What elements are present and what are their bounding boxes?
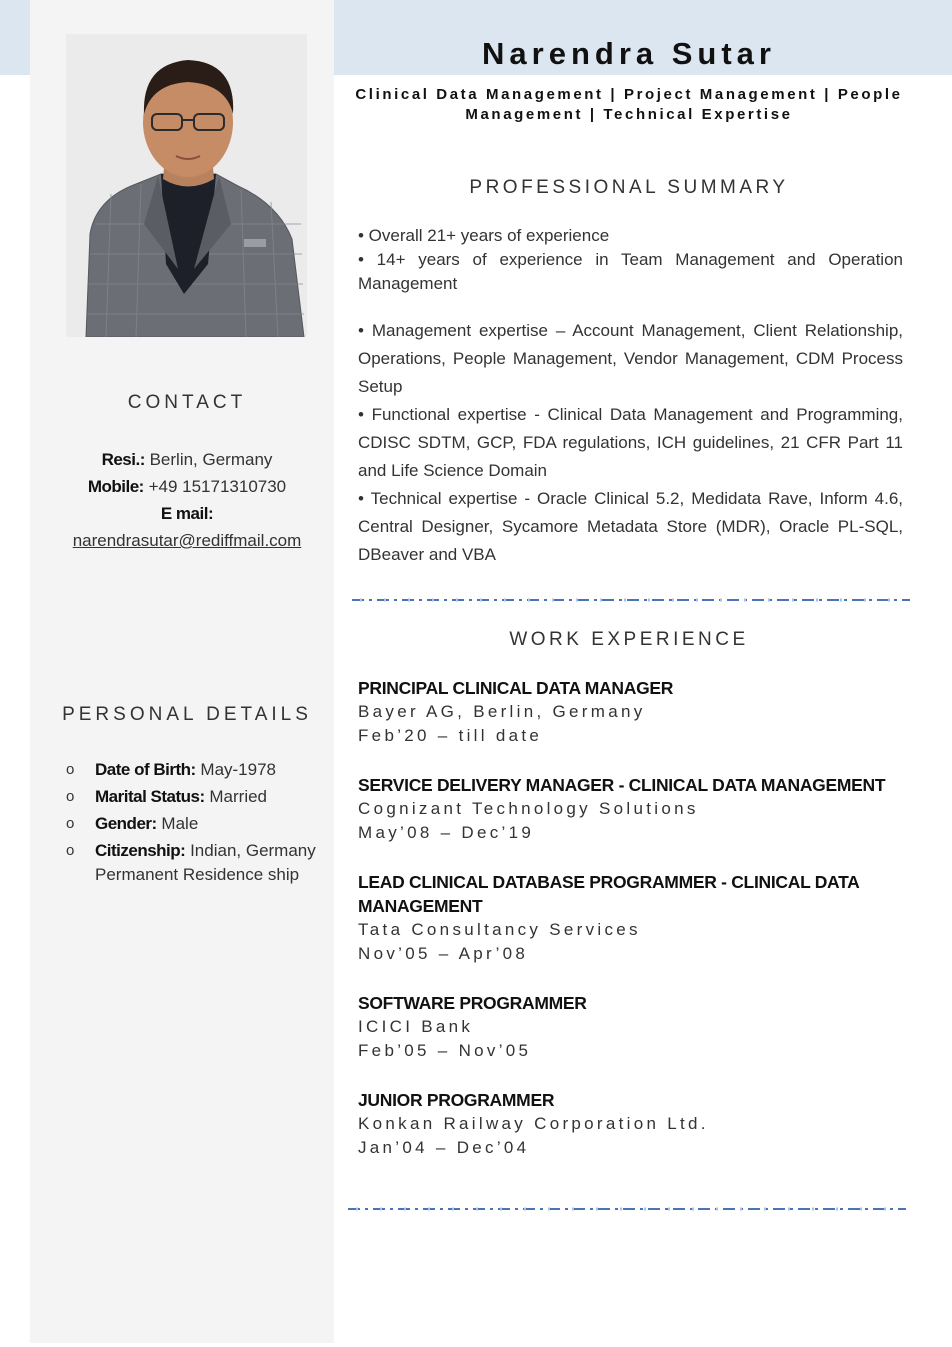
mobile-label: Mobile: bbox=[87, 477, 144, 496]
residence-value: Berlin, Germany bbox=[149, 450, 273, 469]
job-company: Konkan Railway Corporation Ltd. bbox=[358, 1114, 709, 1133]
candidate-tagline: Clinical Data Management | Project Management | People Management | Technical Expertise bbox=[355, 86, 903, 123]
detail-value: Male bbox=[161, 814, 199, 833]
summary-point: • Functional expertise - Clinical Data Management and Programming, CDISC SDTM, GCP, FDA regulations, ICH guidelines, 21 CFR Part 11 and Life Science Domain bbox=[358, 405, 903, 480]
section-divider bbox=[352, 597, 910, 603]
job-entry bbox=[358, 1088, 918, 1160]
list-item bbox=[66, 785, 326, 809]
job-entry bbox=[358, 991, 918, 1063]
detail-label: Citizenship: bbox=[95, 841, 186, 860]
job-company: Cognizant Technology Solutions bbox=[358, 799, 699, 818]
residence-label: Resi.: bbox=[101, 450, 145, 469]
detail-label: Marital Status: bbox=[95, 787, 205, 806]
detail-value: Married bbox=[209, 787, 267, 806]
job-title: LEAD CLINICAL DATABASE PROGRAMMER - CLINICAL DATA MANAGEMENT bbox=[358, 872, 859, 916]
section-divider bbox=[348, 1206, 906, 1212]
job-dates: Jan’04 – Dec’04 bbox=[358, 1138, 530, 1157]
work-experience-heading: WORK EXPERIENCE bbox=[509, 629, 749, 650]
job-title: SOFTWARE PROGRAMMER bbox=[358, 993, 587, 1013]
personal-details-list bbox=[66, 758, 326, 890]
job-entry bbox=[358, 870, 918, 966]
contact-mobile bbox=[30, 473, 344, 500]
list-bullet: o bbox=[66, 788, 75, 805]
contact-email-row bbox=[30, 500, 344, 527]
job-title: JUNIOR PROGRAMMER bbox=[358, 1090, 555, 1110]
personal-details-heading: PERSONAL DETAILS bbox=[62, 704, 312, 725]
work-experience-list bbox=[358, 676, 918, 1185]
job-entry bbox=[358, 773, 918, 845]
detail-label: Gender: bbox=[95, 814, 157, 833]
email-link[interactable]: narendrasutar@rediffmail.com bbox=[72, 531, 302, 550]
list-item bbox=[66, 812, 326, 836]
job-dates: Feb’05 – Nov’05 bbox=[358, 1041, 532, 1060]
summary-point: • Technical expertise - Oracle Clinical 5.2, Medidata Rave, Inform 4.6, Central Designer, Sycamore Metadata Store (MDR), Oracle PL-SQL, DBeaver and VBA bbox=[358, 489, 903, 564]
detail-label: Date of Birth: bbox=[95, 760, 196, 779]
job-entry bbox=[358, 676, 918, 748]
summary-intro bbox=[358, 224, 903, 296]
job-title: SERVICE DELIVERY MANAGER - CLINICAL DATA MANAGEMENT bbox=[358, 775, 886, 795]
job-dates: Nov’05 – Apr’08 bbox=[358, 944, 529, 963]
email-label: E mail: bbox=[160, 504, 214, 523]
list-bullet: o bbox=[66, 761, 75, 778]
job-company: Tata Consultancy Services bbox=[358, 920, 641, 939]
summary-heading: PROFESSIONAL SUMMARY bbox=[469, 177, 789, 198]
summary-point: • Management expertise – Account Management, Client Relationship, Operations, People Management, Vendor Management, CDM Process Setup bbox=[358, 321, 903, 396]
summary-point: • Overall 21+ years of experience bbox=[358, 226, 610, 245]
list-bullet: o bbox=[66, 842, 75, 859]
summary-point: • 14+ years of experience in Team Management and Operation Management bbox=[358, 250, 903, 293]
job-dates: Feb’20 – till date bbox=[358, 726, 543, 745]
contact-block bbox=[30, 446, 344, 554]
list-item bbox=[66, 839, 326, 887]
job-title: PRINCIPAL CLINICAL DATA MANAGER bbox=[358, 678, 674, 698]
detail-value: Indian, Germany Permanent Residence ship bbox=[95, 841, 316, 884]
summary-expertise bbox=[358, 317, 903, 569]
list-bullet: o bbox=[66, 815, 75, 832]
job-company: Bayer AG, Berlin, Germany bbox=[358, 702, 646, 721]
detail-value: May-1978 bbox=[200, 760, 277, 779]
job-dates: May’08 – Dec’19 bbox=[358, 823, 535, 842]
profile-photo bbox=[66, 34, 307, 337]
contact-heading: CONTACT bbox=[127, 392, 247, 413]
candidate-name: Narendra Sutar bbox=[482, 36, 776, 71]
job-company: ICICI Bank bbox=[358, 1017, 474, 1036]
mobile-value: +49 15171310730 bbox=[148, 477, 287, 496]
contact-residence bbox=[30, 446, 344, 473]
list-item bbox=[66, 758, 326, 782]
